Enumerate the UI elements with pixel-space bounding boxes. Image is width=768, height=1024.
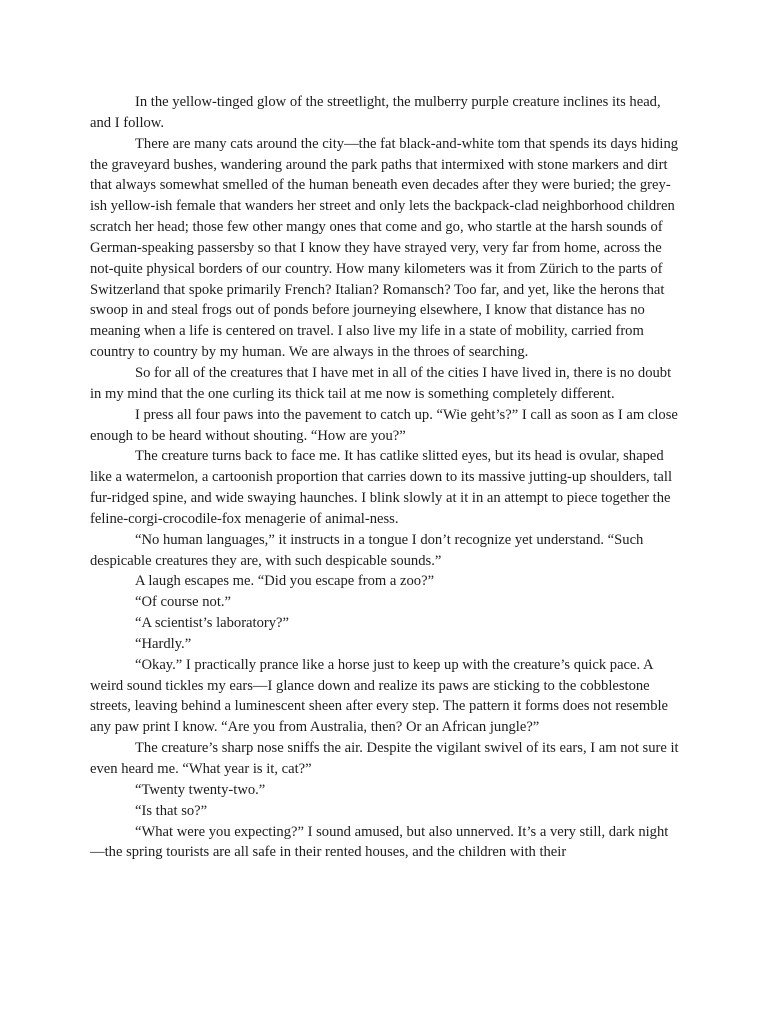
paragraph-13: “Twenty twenty-two.” (135, 781, 266, 798)
paragraph-15: “What were you expecting?” I sound amused, but also unnerved. It’s a very still, dark night—the spring tourists are all safe in their rented houses, and the children with their (90, 823, 669, 861)
paragraph-7: A laugh escapes me. “Did you escape from a zoo?” (135, 573, 435, 590)
paragraph-11: “Okay.” I practically prance like a horse just to keep up with the creature’s quick pace. A weird sound tickles my ears—I glance down and realize its paws are sticking to the cobblestone streets, leaving behind a luminescent sheen after every step. The pattern it forms does not resemble any paw print I know. “Are you from Australia, then? Or an African jungle?” (90, 656, 669, 736)
paragraph-3: So for all of the creatures that I have met in all of the cities I have lived in, there is no doubt in my mind that the one curling its thick tail at me now is something completely different. (90, 364, 672, 402)
paragraph-14: “Is that so?” (135, 802, 208, 819)
paragraph-12: The creature’s sharp nose sniffs the air. Despite the vigilant swivel of its ears, I am not sure it even heard me. “What year is it, cat?” (90, 740, 679, 777)
paragraph-6: “No human languages,” it instructs in a tongue I don’t recognize yet understand. “Such despicable creatures they are, with such despicable sounds.” (90, 531, 644, 569)
paragraph-2: There are many cats around the city—the fat black-and-white tom that spends its days hiding the graveyard bushes, wandering around the park paths that intermixed with stone markers and dirt that always somewhat smelled of the human beneath even decades after they were buried; the grey-ish yellow-ish female that wanders her street and only lets the backpack-clad neighborhood children scratch her head; those few other mangy ones that come and go, who startle at the harsh sounds of German-speaking passersby so that I know they have strayed very, very far from home, across the not-quite physical borders of our country. How many kilometers was it from Zürich to the parts of Switzerland that spoke primarily French? Italian? Romansch? Too far, and yet, like the herons that swoop in and steal frogs out of ponds before journeying elsewhere, I know that distance has no meaning when a life is centered on travel. I also live my life in a state of mobility, carried from country to country by my human. We are always in the throes of searching. (90, 135, 679, 361)
paragraph-10: “Hardly.” (135, 635, 192, 652)
document-body (90, 92, 682, 863)
paragraph-5: The creature turns back to face me. It has catlike slitted eyes, but its head is ovular, shaped like a watermelon, a cartoonish proportion that carries down to its massive jutting-up shoulders, tall fur-ridged spine, and wide swaying haunches. I blink slowly at it in an attempt to piece together the feline-corgi-crocodile-fox menagerie of animal-ness. (90, 448, 672, 527)
paragraph-4: I press all four paws into the pavement to catch up. “Wie geht’s?” I call as soon as I am close enough to be heard without shouting. “How are you?” (90, 406, 678, 444)
paragraph-1: In the yellow-tinged glow of the streetlight, the mulberry purple creature inclines its head, and I follow. (90, 94, 661, 131)
paragraph-8: “Of course not.” (135, 594, 232, 611)
paragraph-9: “A scientist’s laboratory?” (135, 615, 289, 632)
